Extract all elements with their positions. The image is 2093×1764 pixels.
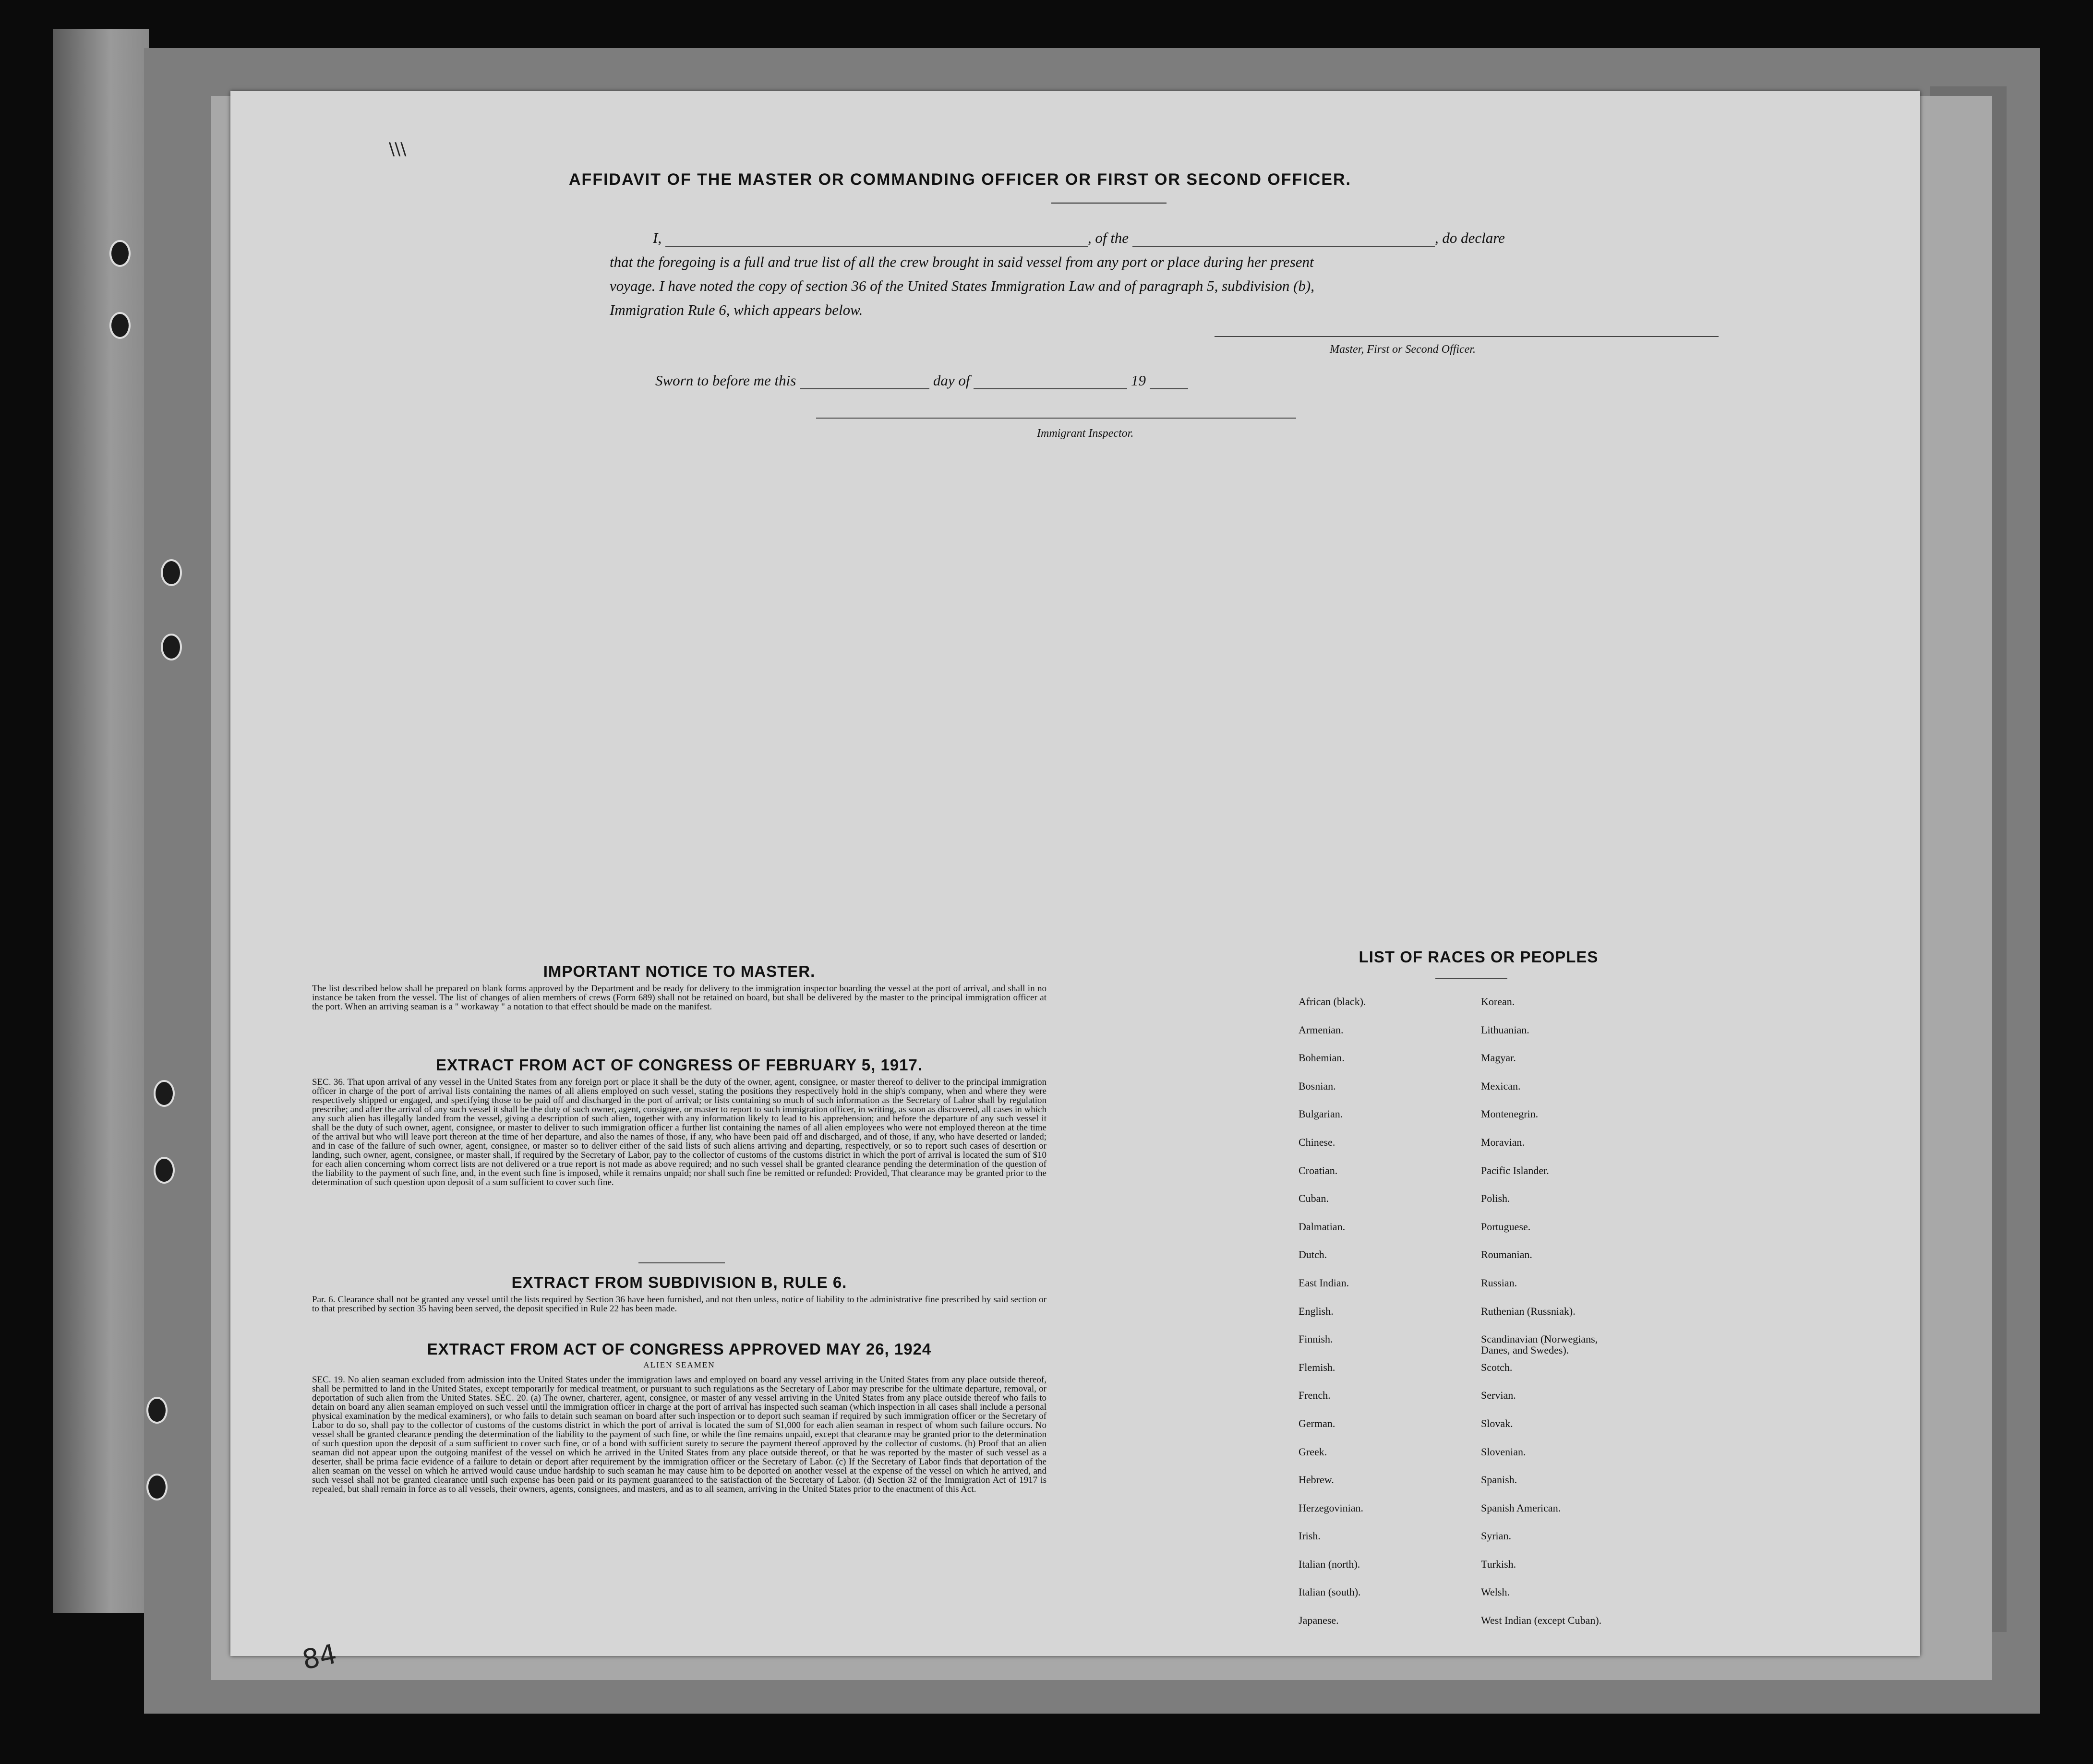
race-item: Bulgarian. [1299, 1108, 1343, 1120]
extract-1924-text: SEC. 19. No alien seaman excluded from admission into the United States under the immigration laws and employed on board any vessel arriving in the United States from any place outside thereof, shall be permitted to land in the United States, except temporarily for medical treatment, or pursuant to such regulations as the Secretary of Labor may prescribe for the ultimate departure, removal, or deportation of such alien from the United States. SEC. 20. (a) The owner, charterer, agent, consignee, or master of any vessel arriving in the United States from any place outside thereof who fails to detain on board any alien seaman employed on such vessel until the immigration officer in charge at the port of arrival has inspected such seaman (which inspection in all cases shall include a personal physical examination by the medical examiners), or who fails to detain such seaman on board after such inspection or to deport such seaman if required by such immigration officer or the Secretary of Labor to do so, shall pay to the collector of customs of the customs district in which the port of arrival is located the sum of $1,000 for each alien seaman in respect of whom such failure occurs. No vessel shall be granted clearance pending the determination of the liability to the payment of such fine, or while the fine remains unpaid, except that clearance may be granted prior to the determination of such question upon the deposit of a sum sufficient to cover such fine, or of a bond with sufficient surety to secure the payment thereof approved by the collector of customs. (b) Proof that an alien seaman did not appear upon the outgoing manifest of the vessel on which he arrived in the United States from any place outside thereof, or that he was reported by the master of such vessel as a deserter, shall be prima facie evidence of a failure to detain or deport after requirement by the immigration officer or the Secretary of Labor. (c) If the Secretary of Labor finds that deportation of the alien seaman on the vessel on which he arrived would cause undue hardship to such seaman he may cause him to be deported on another vessel at the expense of the vessel on which he arrived, and such vessel shall not be granted clearance until such expense has been paid or its payment guaranteed to the satisfaction of the Secretary of Labor. (d) Section 32 of the Immigration Act of 1917 is repealed, but shall remain in force as to all vessels, their owners, agents, consignees, and masters, and as to all seamen, arriving in the United States prior to the enactment of this Act. [312, 1375, 1046, 1494]
extract-1924-subtitle: ALIEN SEAMEN [643, 1360, 715, 1369]
race-item: Scotch. [1481, 1361, 1513, 1373]
race-item: Lithuanian. [1481, 1023, 1529, 1036]
races-left-column [1299, 996, 1510, 1643]
extract-rule6-text: Par. 6. Clearance shall not be granted any vessel until the lists required by Section 36 have been furnished, and not then unless, notice of liability to the administrative fine prescribed by said section or to that prescribed by section 35 having been served, the deposit specified in Rule 22 has been made. [312, 1295, 1046, 1314]
declaration-line: Immigration Rule 6, which appears below. [610, 301, 863, 318]
binder-hole [161, 634, 182, 660]
binder-hole [146, 1474, 168, 1500]
sworn-month-field[interactable] [974, 388, 1127, 389]
section-divider [638, 1262, 725, 1263]
declaration-line: voyage. I have noted the copy of section 36 of the United States Immigration Law and of paragraph 5, subdivision (b), [610, 277, 1314, 294]
race-item: German. [1299, 1417, 1335, 1429]
declaration-do-declare: , do declare [1434, 229, 1505, 246]
sworn-day-of: day of [933, 372, 970, 389]
race-item: Welsh. [1481, 1586, 1510, 1598]
race-item: Korean. [1481, 996, 1515, 1008]
declaration-line [653, 229, 1505, 247]
race-item: Irish. [1299, 1530, 1321, 1542]
races-divider [1435, 978, 1507, 979]
race-item: Greek. [1299, 1445, 1327, 1458]
extract-1917-text: SEC. 36. That upon arrival of any vessel in the United States from any foreign port or place it shall be the duty of the owner, agent, consignee, or master thereof to deliver to the principal immigration officer in charge of the port of arrival lists containing the names of all aliens employed on such vessel, stating the positions they respectively hold in the ship's company, when and where they were respectively shipped or engaged, and specifying those to be paid off and discharged in the port of arrival; or lists containing so much of such information as the Secretary of Labor shall by regulation prescribe; and after the arrival of any such vessel it shall be the duty of such owner, agent, consignee, or master to report to such immigration officer, in writing, as soon as discovered, all cases in which any such alien has illegally landed from the vessel, giving a description of such alien, together with any information likely to lead to his apprehension; and before the departure of any such vessel it shall be the duty of such owner, agent, consignee, or master to deliver to such immigration officer a further list containing the names of all alien employees who were not employed thereon at the time of the arrival but who will leave port thereon at the time of her departure, and also the names of those, if any, who have been paid off and discharged, and of those, if any, who have deserted or landed; and in case of the failure of such owner, agent, consignee, or master so to deliver either of the said lists of such aliens arriving and departing, respectively, or so to report such cases of desertion or landing, such owner, agent, consignee, or master shall, if required by the Secretary of Labor, pay to the collector of customs of the customs district in which the port of arrival is located the sum of $10 for each alien concerning whom correct lists are not delivered or a true report is not made as above required; and no such vessel shall be granted clearance pending the determination of the question of the liability to the payment of such fine, and, in the event such fine is imposed, while it remains unpaid; nor shall such fine be remitted or refunded: Provided, That clearance may be granted prior to the determination of such question upon deposit of a sum sufficient to cover such fine. [312, 1077, 1046, 1188]
race-item: Syrian. [1481, 1530, 1511, 1542]
race-item: Russian. [1481, 1276, 1517, 1289]
sworn-text: Sworn to before me this [655, 372, 796, 389]
sworn-line [655, 372, 1188, 389]
race-item: Slovenian. [1481, 1445, 1526, 1458]
race-item: Pacific Islander. [1481, 1164, 1549, 1176]
race-item: Japanese. [1299, 1614, 1339, 1627]
race-item: Magyar. [1481, 1052, 1516, 1064]
race-item: French. [1299, 1389, 1331, 1402]
race-item: Servian. [1481, 1389, 1516, 1402]
extract-rule6-title: EXTRACT FROM SUBDIVISION B, RULE 6. [511, 1273, 847, 1291]
sworn-day-field[interactable] [800, 388, 929, 389]
binder-hole [146, 1397, 168, 1424]
race-item: African (black). [1299, 996, 1366, 1008]
binder-hole [154, 1080, 175, 1107]
race-item: Italian (north). [1299, 1558, 1360, 1570]
race-item: Montenegrin. [1481, 1108, 1539, 1120]
race-item: Cuban. [1299, 1192, 1329, 1205]
race-item: Dalmatian. [1299, 1220, 1346, 1233]
race-item: Mexican. [1481, 1080, 1521, 1092]
race-item: Flemish. [1299, 1361, 1335, 1373]
vessel-name-field[interactable] [1132, 246, 1435, 247]
race-item: Armenian. [1299, 1023, 1344, 1036]
master-signature-caption: Master, First or Second Officer. [1330, 343, 1476, 356]
race-item: Herzegovinian. [1299, 1501, 1363, 1514]
races-title: LIST OF RACES OR PEOPLES [1359, 948, 1599, 966]
title-rule [1051, 203, 1167, 204]
handwritten-page-number: 84 [300, 1638, 340, 1676]
inspector-signature-field[interactable] [816, 418, 1296, 419]
race-item: Slovak. [1481, 1417, 1513, 1429]
race-item: West Indian (except Cuban). [1481, 1614, 1602, 1627]
race-item: Finnish. [1299, 1333, 1333, 1345]
race-item: English. [1299, 1305, 1334, 1317]
officer-name-field[interactable] [665, 246, 1088, 247]
extract-1917-title: EXTRACT FROM ACT OF CONGRESS OF FEBRUARY 5, 1917. [435, 1056, 923, 1074]
notice-title: IMPORTANT NOTICE TO MASTER. [543, 962, 816, 980]
handwritten-mark: \\\ [389, 139, 407, 159]
race-item: Chinese. [1299, 1136, 1335, 1148]
binder-hole [109, 312, 131, 339]
race-item: Polish. [1481, 1192, 1510, 1205]
races-right-column [1481, 996, 1692, 1643]
sworn-year-field[interactable] [1150, 388, 1188, 389]
binder-strip [53, 29, 149, 1613]
declaration-line: that the foregoing is a full and true list of all the crew brought in said vessel from any port or place during her present [610, 253, 1314, 270]
race-item: Croatian. [1299, 1164, 1338, 1176]
affidavit-page [230, 91, 1920, 1676]
race-item: Spanish. [1481, 1474, 1517, 1486]
race-item: Bohemian. [1299, 1052, 1345, 1064]
affidavit-title: AFFIDAVIT OF THE MASTER OR COMMANDING OFFICER OR FIRST OR SECOND OFFICER. [569, 170, 1351, 189]
race-item: Turkish. [1481, 1558, 1516, 1570]
race-item: Roumanian. [1481, 1248, 1532, 1261]
inspector-caption: Immigrant Inspector. [1037, 427, 1134, 440]
race-item: Italian (south). [1299, 1586, 1361, 1598]
race-item: Moravian. [1481, 1136, 1525, 1148]
race-item: Bosnian. [1299, 1080, 1336, 1092]
sworn-year: 19 [1131, 372, 1146, 389]
binder-hole [109, 240, 131, 267]
race-item: East Indian. [1299, 1276, 1349, 1289]
race-item: Scandinavian (Norwegians, Danes, and Swedes). [1481, 1333, 1598, 1356]
race-item: Hebrew. [1299, 1474, 1334, 1486]
race-item: Dutch. [1299, 1248, 1327, 1261]
binder-hole [161, 559, 182, 586]
binder-hole [154, 1157, 175, 1184]
extract-1924-title: EXTRACT FROM ACT OF CONGRESS APPROVED MAY 26, 1924 [427, 1340, 932, 1358]
race-item: Spanish American. [1481, 1501, 1561, 1514]
race-item: Ruthenian (Russniak). [1481, 1305, 1576, 1317]
race-item: Portuguese. [1481, 1220, 1531, 1233]
notice-text: The list described below shall be prepared on blank forms approved by the Department and be ready for delivery to the immigration inspector boarding the vessel at the port of arrival, and shall in no instance be taken from the vessel. The list of changes of alien members of crews (Form 689) shall not be retained on board, but shall be delivered by the master to the principal immigration officer at the port. When an arriving seaman is a " workaway " a notation to that effect should be made on the manifest. [312, 984, 1046, 1012]
declaration-i: I, [653, 229, 662, 246]
declaration-of-the: , of the [1087, 229, 1129, 246]
master-signature-field[interactable] [1215, 336, 1719, 337]
